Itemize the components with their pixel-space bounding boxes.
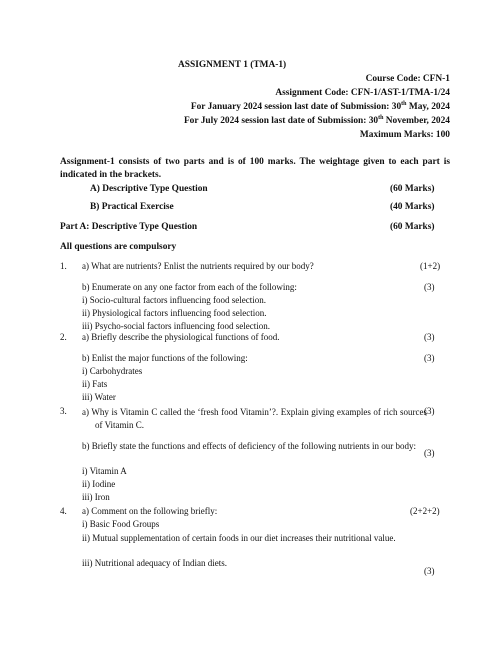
january-deadline-sup: th <box>401 100 407 107</box>
question-number: 2. <box>60 332 67 342</box>
list-item: ii) Mutual supplementation of certain foods in our diet increases their nutritional value. <box>82 533 396 543</box>
part-a-heading: Part A: Descriptive Type Question <box>60 222 198 232</box>
question-1b: b) Enumerate on any one factor from each of the following: <box>82 282 297 292</box>
question-1a-marks: (1+2) <box>420 261 441 271</box>
list-item: iii) Nutritional adequacy of Indian diets. <box>82 558 227 568</box>
list-item: iii) Water <box>82 392 116 402</box>
july-deadline-post: November, 2024 <box>383 116 450 126</box>
january-deadline-post: May, 2024 <box>406 102 450 112</box>
list-item: i) Vitamin A <box>82 466 127 476</box>
list-item: i) Basic Food Groups <box>82 519 160 529</box>
list-item: i) Socio-cultural factors influencing food selection. <box>82 295 266 305</box>
part-b-marks: (40 Marks) <box>390 202 435 212</box>
intro-text: Assignment-1 consists of two parts and is of 100 marks. The weightage given to each part is indicated in the brackets. <box>60 157 450 180</box>
question-2b-marks: (3) <box>424 353 435 363</box>
question-3a: a) Why is Vitamin C called the ‘fresh food Vitamin’?. Explain giving examples of rich sources of Vitamin C. <box>82 407 427 430</box>
question-4a: a) Comment on the following briefly: <box>82 506 218 516</box>
july-deadline-sup: th <box>378 114 384 121</box>
assignment-code: Assignment Code: CFN-1/AST-1/TMA-1/24 <box>275 88 450 98</box>
july-deadline <box>184 116 450 126</box>
january-deadline <box>191 102 450 112</box>
question-3b-marks: (3) <box>424 448 435 458</box>
january-deadline-pre: For January 2024 session last date of Submission: 30 <box>190 102 402 112</box>
compulsory-note: All questions are compulsory <box>60 242 177 252</box>
question-number: 4. <box>60 506 67 516</box>
list-item: iii) Iron <box>82 492 110 502</box>
part-b-label: B) Practical Exercise <box>90 202 174 212</box>
question-3b: b) Briefly state the functions and effects of deficiency of the following nutrients in our body: <box>82 441 416 451</box>
part-a-marks: (60 Marks) <box>390 184 435 194</box>
maximum-marks: Maximum Marks: 100 <box>359 130 450 140</box>
question-4b-marks: (3) <box>424 566 435 576</box>
question-1a: a) What are nutrients? Enlist the nutrients required by our body? <box>82 261 314 271</box>
list-item: ii) Physiological factors influencing food selection. <box>82 308 267 318</box>
question-2b: b) Enlist the major functions of the following: <box>82 353 248 363</box>
part-a-label: A) Descriptive Type Question <box>90 184 208 194</box>
question-2a-marks: (3) <box>424 332 435 342</box>
course-code: Course Code: CFN-1 <box>365 74 450 84</box>
question-2a: a) Briefly describe the physiological functions of food. <box>82 332 280 342</box>
list-item: ii) Fats <box>82 379 108 389</box>
question-3a-marks: (3) <box>424 406 435 416</box>
part-a-heading-marks: (60 Marks) <box>390 222 435 232</box>
question-number: 3. <box>60 406 67 416</box>
list-item: i) Carbohydrates <box>82 366 143 376</box>
july-deadline-pre: For July 2024 session last date of Submission: 30 <box>183 116 379 126</box>
question-4a-marks: (2+2+2) <box>410 506 440 516</box>
assignment-title: ASSIGNMENT 1 (TMA-1) <box>178 60 287 70</box>
question-1b-marks: (3) <box>424 282 435 292</box>
list-item: iii) Psycho-social factors influencing food selection. <box>82 321 270 331</box>
question-number: 1. <box>60 261 67 271</box>
list-item: ii) Iodine <box>82 479 116 489</box>
